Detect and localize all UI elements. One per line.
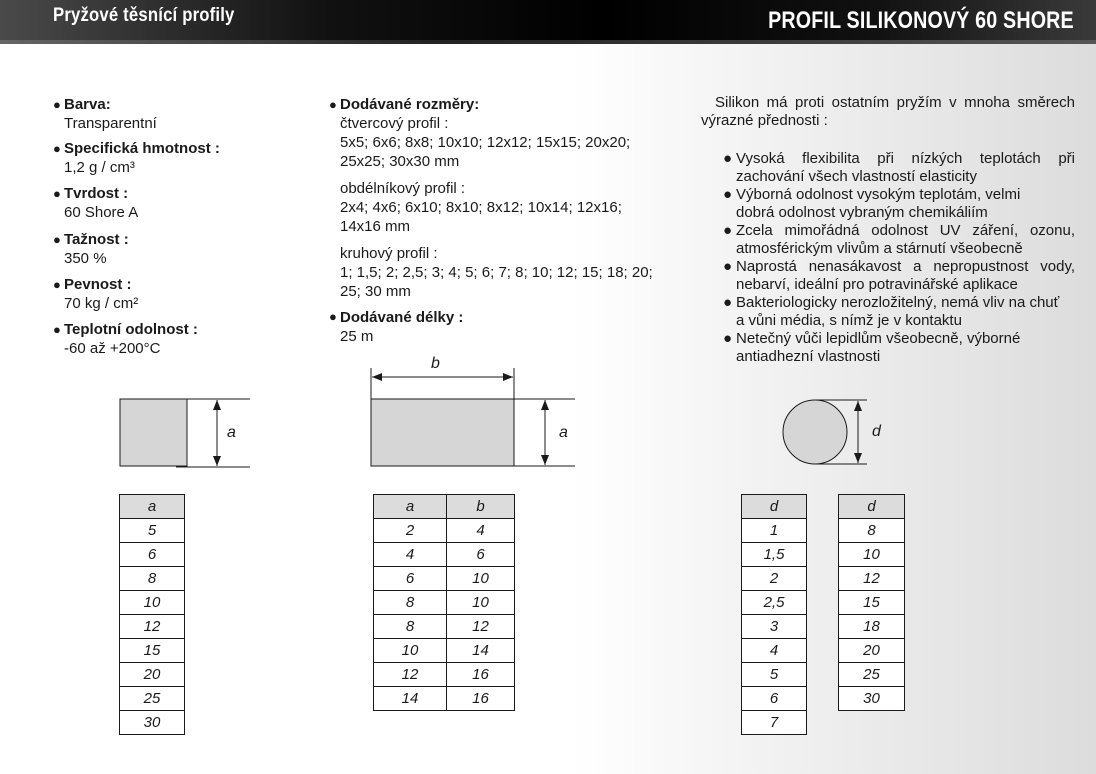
rect-profile-shape <box>371 399 514 466</box>
bullet-icon: ● <box>723 330 733 347</box>
dimension-label-a: a <box>227 424 236 441</box>
property-value: 60 Shore A <box>64 204 139 221</box>
table-cell: 12 <box>374 663 447 687</box>
list-item-line: zachování všech vlastností elasticity <box>736 168 977 185</box>
list-item-line: antiadhezní vlastnosti <box>736 348 881 365</box>
table-cell: 10 <box>374 639 447 663</box>
table-row <box>120 711 185 735</box>
property-label: Pevnost : <box>64 276 132 293</box>
table-cell: 12 <box>120 615 185 639</box>
round-profile-shape <box>783 400 847 464</box>
header-divider <box>0 40 1096 44</box>
table-cell: 6 <box>742 687 807 711</box>
length-value: 25 m <box>340 328 374 345</box>
table-cell: 6 <box>374 567 447 591</box>
column-header: d <box>839 495 905 519</box>
square-sizes-table <box>119 494 185 735</box>
table-row <box>839 639 905 663</box>
column-header: d <box>742 495 807 519</box>
dimension-label-a: a <box>559 424 568 441</box>
table-cell: 6 <box>447 543 515 567</box>
table-row <box>742 591 807 615</box>
bullet-icon: ● <box>723 222 733 239</box>
length-heading: Dodávané délky : <box>340 309 464 326</box>
table-row <box>839 543 905 567</box>
table-row <box>742 711 807 735</box>
table-cell: 3 <box>742 615 807 639</box>
table-row <box>120 663 185 687</box>
table-cell: 18 <box>839 615 905 639</box>
property-color <box>53 95 157 133</box>
table-cell: 2 <box>374 519 447 543</box>
property-value: 1,2 g / cm³ <box>64 159 135 176</box>
table-row <box>374 519 515 543</box>
list-item-line: Vysoká flexibilita při nízkých teplotách při <box>736 150 1075 167</box>
table-row <box>374 567 515 591</box>
table-cell: 10 <box>447 567 515 591</box>
bullet-icon: ● <box>723 150 733 167</box>
table-row <box>742 639 807 663</box>
property-elongation <box>53 230 129 268</box>
table-row <box>742 687 807 711</box>
list-item-line: nebarví, ideální pro potravinářské aplikace <box>736 276 1018 293</box>
property-label: Teplotní odolnost : <box>64 321 198 338</box>
property-value: Transparentní <box>64 115 157 132</box>
table-row <box>120 543 185 567</box>
column-header: a <box>120 495 185 519</box>
table-row <box>839 519 905 543</box>
table-cell: 30 <box>839 687 905 711</box>
arrow-up-icon <box>213 400 221 410</box>
table-cell: 20 <box>120 663 185 687</box>
table-cell: 8 <box>374 591 447 615</box>
table-row <box>742 663 807 687</box>
table-cell: 30 <box>120 711 185 735</box>
table-row <box>374 615 515 639</box>
bullet-icon: ● <box>53 277 61 292</box>
bullet-icon: ● <box>53 186 61 201</box>
dimension-label-b: b <box>431 355 440 372</box>
list-item-line: Bakteriologicky nerozložitelný, nemá vliv na chuť <box>736 294 1060 311</box>
table-row <box>839 663 905 687</box>
table-cell: 25 <box>839 663 905 687</box>
table-row <box>839 615 905 639</box>
table-row <box>120 519 185 543</box>
rect-profile-sizes: 2x4; 4x6; 6x10; 8x10; 8x12; 10x14; 12x16; <box>340 199 622 216</box>
advantages-intro: Silikon má proti ostatním pryžím v mnoha směrech <box>715 94 1075 111</box>
table-cell: 20 <box>839 639 905 663</box>
table-row <box>374 663 515 687</box>
table-cell: 8 <box>120 567 185 591</box>
list-item <box>723 222 1075 258</box>
list-item-line: atmosférickým vlivům a stárnutí všeobecně <box>736 240 1023 257</box>
table-cell: 16 <box>447 663 515 687</box>
table-row <box>742 519 807 543</box>
table-cell: 10 <box>447 591 515 615</box>
header-bar <box>0 0 1096 40</box>
table-cell: 6 <box>120 543 185 567</box>
rect-profile-label: obdélníkový profil : <box>340 180 466 197</box>
list-item-line: Naprostá nenasákavost a nepropustnost vody, <box>736 258 1075 275</box>
table-row <box>742 543 807 567</box>
arrow-up-icon <box>854 401 862 411</box>
arrow-right-icon <box>503 373 513 381</box>
property-value: -60 až +200°C <box>64 340 161 357</box>
bullet-icon: ● <box>53 232 61 247</box>
table-cell: 14 <box>447 639 515 663</box>
round-profile-sizes-2: 25; 30 mm <box>340 283 411 300</box>
table-row <box>839 591 905 615</box>
square-profile-label: čtvercový profil : <box>340 115 449 132</box>
column-header: a <box>374 495 447 519</box>
list-item <box>723 150 1075 186</box>
list-item <box>723 294 1075 330</box>
bullet-icon: ● <box>53 97 61 112</box>
arrow-up-icon <box>541 400 549 410</box>
list-item <box>723 186 1075 222</box>
rect-profile-sizes-2: 14x16 mm <box>340 218 411 235</box>
list-item <box>723 258 1075 294</box>
table-row <box>742 615 807 639</box>
rect-profile-diagram <box>365 365 580 470</box>
square-profile-sizes: 5x5; 6x6; 8x8; 10x10; 12x12; 15x15; 20x20; <box>340 134 631 151</box>
list-item <box>723 330 1075 366</box>
property-hardness <box>53 184 139 222</box>
table-cell: 12 <box>447 615 515 639</box>
table-cell: 2,5 <box>742 591 807 615</box>
bullet-icon: ● <box>53 141 61 156</box>
table-row <box>120 639 185 663</box>
property-density <box>53 139 220 177</box>
round-sizes-table-1 <box>741 494 807 735</box>
table-cell: 7 <box>742 711 807 735</box>
product-title: PROFIL SILIKONOVÝ 60 SHORE <box>768 7 1074 34</box>
property-strength <box>53 275 139 313</box>
property-label: Tvrdost : <box>64 185 129 202</box>
dimensions-heading: Dodávané rozměry: <box>340 96 480 113</box>
property-value: 70 kg / cm² <box>64 295 139 312</box>
table-row <box>120 615 185 639</box>
table-cell: 5 <box>120 519 185 543</box>
round-profile-diagram <box>775 392 875 472</box>
table-cell: 12 <box>839 567 905 591</box>
arrow-down-icon <box>213 456 221 466</box>
round-sizes-table-2 <box>838 494 905 711</box>
table-cell: 4 <box>374 543 447 567</box>
table-row <box>374 687 515 711</box>
square-profile-shape <box>120 399 187 466</box>
bullet-icon: ● <box>53 322 61 337</box>
column-header: b <box>447 495 515 519</box>
table-cell: 2 <box>742 567 807 591</box>
square-profile-sizes-2: 25x25; 30x30 mm <box>340 153 460 170</box>
round-profile-label: kruhový profil : <box>340 245 438 262</box>
table-row <box>374 639 515 663</box>
arrow-left-icon <box>372 373 382 381</box>
table-cell: 10 <box>120 591 185 615</box>
table-row <box>839 687 905 711</box>
table-cell: 4 <box>447 519 515 543</box>
property-label: Tažnost : <box>64 231 129 248</box>
table-row <box>120 567 185 591</box>
table-row <box>374 591 515 615</box>
category-title: Pryžové těsnící profily <box>53 5 235 26</box>
bullet-icon: ● <box>329 309 337 324</box>
bullet-icon: ● <box>723 258 733 275</box>
table-cell: 1,5 <box>742 543 807 567</box>
table-cell: 15 <box>120 639 185 663</box>
table-cell: 10 <box>839 543 905 567</box>
property-label: Barva: <box>64 96 111 113</box>
list-item-line: Výborná odolnost vysokým teplotám, velmi <box>736 186 1021 203</box>
table-row <box>120 591 185 615</box>
table-cell: 16 <box>447 687 515 711</box>
advantages-intro-2: výrazné přednosti : <box>701 112 828 129</box>
bullet-icon: ● <box>329 97 337 112</box>
dimension-label-d: d <box>872 423 881 440</box>
table-cell: 15 <box>839 591 905 615</box>
list-item-line: dobrá odolnost vybraným chemikáliím <box>736 204 988 221</box>
table-row <box>120 687 185 711</box>
table-row <box>839 567 905 591</box>
bullet-icon: ● <box>723 186 733 203</box>
table-cell: 8 <box>374 615 447 639</box>
table-cell: 25 <box>120 687 185 711</box>
table-cell: 14 <box>374 687 447 711</box>
bullet-icon: ● <box>723 294 733 311</box>
list-item-line: Netečný vůči lepidlům všeobecně, výborné <box>736 330 1021 347</box>
advantages-list <box>723 150 1075 366</box>
table-row <box>742 567 807 591</box>
table-cell: 5 <box>742 663 807 687</box>
table-cell: 1 <box>742 519 807 543</box>
table-cell: 8 <box>839 519 905 543</box>
list-item-line: Zcela mimořádná odolnost UV záření, ozonu, <box>736 222 1075 239</box>
round-profile-sizes: 1; 1,5; 2; 2,5; 3; 4; 5; 6; 7; 8; 10; 12; 15; 18; 20; <box>340 264 653 281</box>
table-row <box>374 543 515 567</box>
rect-sizes-table <box>373 494 515 711</box>
arrow-down-icon <box>541 455 549 465</box>
property-label: Specifická hmotnost : <box>64 140 220 157</box>
property-value: 350 % <box>64 250 107 267</box>
table-cell: 4 <box>742 639 807 663</box>
square-profile-diagram <box>110 390 260 480</box>
list-item-line: a vůni média, s nímž je v kontaktu <box>736 312 962 329</box>
arrow-down-icon <box>854 453 862 463</box>
property-temperature <box>53 320 198 358</box>
